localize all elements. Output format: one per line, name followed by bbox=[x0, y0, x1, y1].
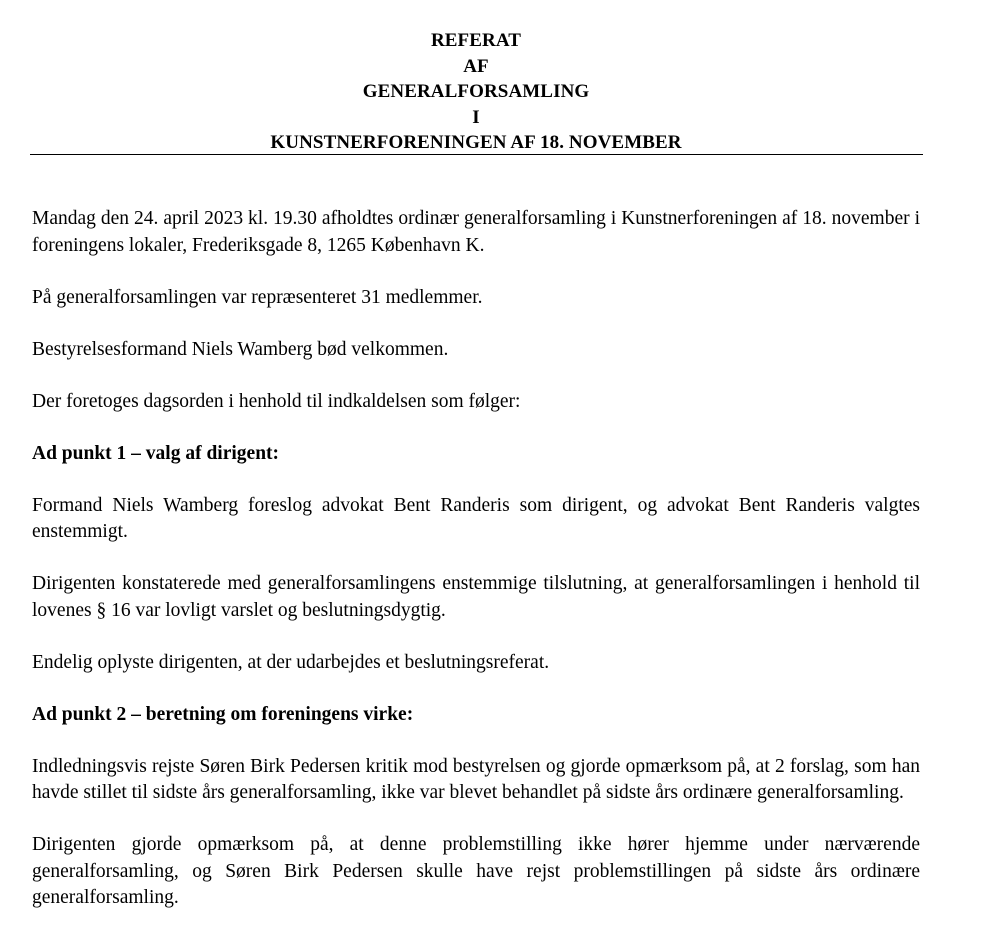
title-line-referat: REFERAT bbox=[430, 30, 522, 51]
section-heading-point-1: Ad punkt 1 – valg af dirigent: bbox=[32, 442, 280, 464]
paragraph-meeting-intro: Mandag den 24. april 2023 kl. 19.30 afholdtes ordinær generalforsamling i Kunstnerforeningen af 18. november i foreningens lokaler, Frederiksgade 8, 1265 København K. bbox=[32, 208, 920, 256]
paragraph-criticism: Indledningsvis rejste Søren Birk Pedersen kritik mod bestyrelsen og gjorde opmærksom på, at 2 forslag, som han havde stillet til sidste års generalforsamling, ikke var blevet behandlet på sidste års ordinære generalforsamling. bbox=[32, 755, 920, 803]
paragraph-attendance: På generalforsamlingen var repræsenteret 31 medlemmer. bbox=[32, 286, 483, 308]
document-body bbox=[32, 206, 920, 937]
section-heading-point-2: Ad punkt 2 – beretning om foreningens virke: bbox=[32, 703, 414, 725]
title-divider bbox=[30, 154, 923, 155]
title-line-af: AF bbox=[463, 55, 489, 77]
paragraph-dirigent-response: Dirigenten gjorde opmærksom på, at denne problemstilling ikke hører hjemme under nærværende generalforsamling, og Søren Birk Pedersen skulle have rejst problemstillingen på sidste års ordinære generalforsamling. bbox=[32, 834, 920, 908]
paragraph-minutes-type: Endelig oplyste dirigenten, at der udarbejdes et beslutningsreferat. bbox=[32, 651, 550, 673]
paragraph-dirigent-election: Formand Niels Wamberg foreslog advokat Bent Randeris som dirigent, og advokat Bent Randeris valgtes enstemmigt. bbox=[32, 494, 920, 542]
title-line-organization: KUNSTNERFORENINGEN AF 18. NOVEMBER bbox=[270, 132, 682, 153]
document-title bbox=[30, 28, 922, 156]
title-line-i: I bbox=[472, 106, 480, 128]
paragraph-welcome: Bestyrelsesformand Niels Wamberg bød velkommen. bbox=[32, 338, 449, 360]
paragraph-agenda-intro: Der foretoges dagsorden i henhold til indkaldelsen som følger: bbox=[32, 390, 521, 412]
paragraph-quorum: Dirigenten konstaterede med generalforsamlingens enstemmige tilslutning, at generalforsamlingen i henhold til lovenes § 16 var lovligt varslet og beslutningsdygtig. bbox=[32, 573, 920, 621]
title-line-generalforsamling: GENERALFORSAMLING bbox=[362, 81, 590, 102]
